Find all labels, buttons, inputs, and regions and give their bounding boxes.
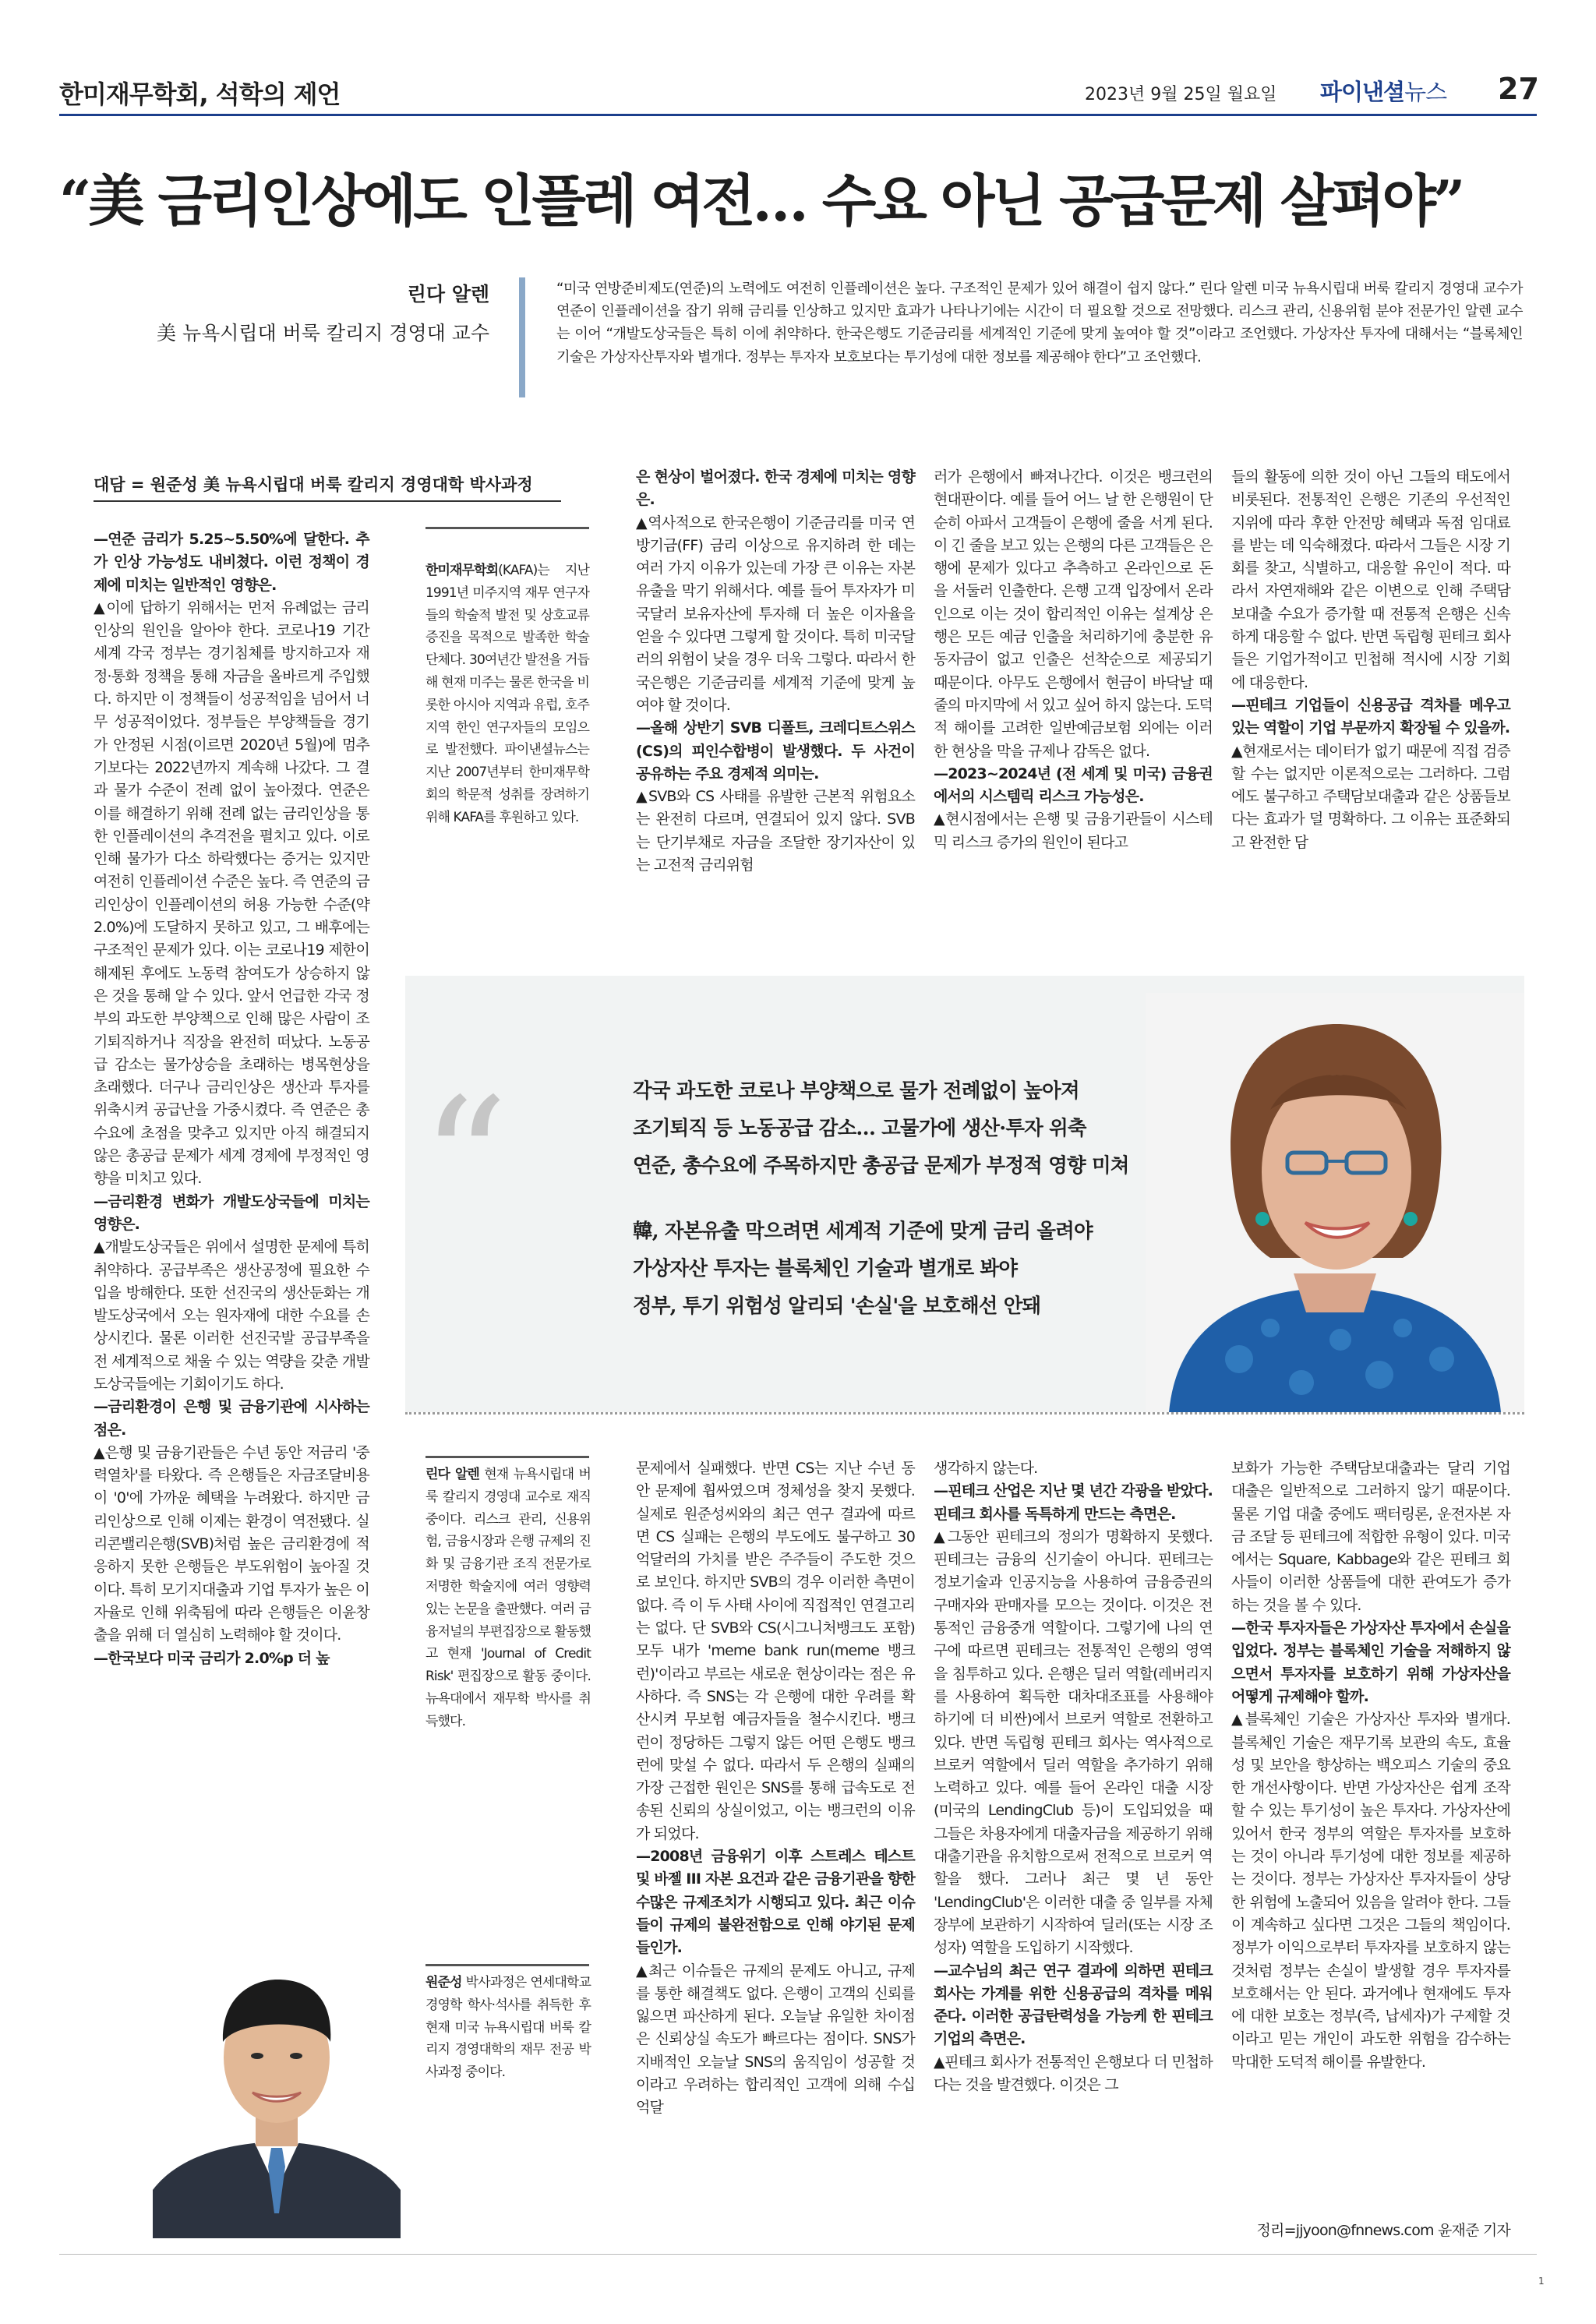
author-name: 린다 알렌 xyxy=(407,283,489,306)
footer-rule xyxy=(59,2254,1537,2255)
quote-line: 조기퇴직 등 노동공급 감소… 고물가에 생산·투자 위축 xyxy=(633,1117,1086,1140)
sidebar-kafa-name: 한미재무학회 xyxy=(425,563,499,578)
sidebar-won xyxy=(425,1972,591,2084)
quote-mark-icon: “ xyxy=(421,1061,509,1261)
paragraph: ▲역사적으로 한국은행이 기준금리를 미국 연방기금(FF) 금리 이상으로 유지하려 한 데는 여러 가지 이유가 있는데 가장 큰 이유는 자본유출을 막기 위해서다. 예를 들어 투자자가 미국달러 보유자산에 투자해 더 높은 이자율을 얻을 수 있다면 그렇게 할 것이다. 특히 미국달러의 위험이 낮을 경우 더욱 그렇다. 따라서 한국은행은 기준금리를 세계적 기준에 맞게 높여야 할 것이다. xyxy=(636,514,915,714)
portrait-photo xyxy=(1146,993,1524,1412)
paragraph: 생각하지 않는다. xyxy=(934,1460,1038,1477)
author-title: 美 뉴욕시립대 버룩 칼리지 경영대 교수 xyxy=(157,322,489,344)
sidebar-won-text: 박사과정은 연세대학교 경영학 학사·석사를 취득한 후 현재 미국 뉴욕시립대 버룩 칼리지 경영대학의 재무 전공 박사과정 중이다. xyxy=(425,1975,591,2081)
column-4 xyxy=(1231,466,1510,854)
paragraph: 들의 활동에 의한 것이 아닌 그들의 태도에서 비롯된다. 전통적인 은행은 기존의 우선적인 지위에 따라 후한 안전망 혜택과 독점 임대료를 받는 데 익숙해졌다. 따라서 그들은 시장 기회를 찾고, 식별하고, 대응할 유인이 적다. 따라서 자연재해와 같은 이변으로 인해 주택담보대출 수요가 증가할 때 전통적 은행은 신속하게 대응할 수 없다. 반면 독립형 핀테크 회사들은 기업가적이고 민첩해 적시에 시장 기회에 대응한다. xyxy=(1231,468,1510,691)
paragraph: —핀테크 산업은 지난 몇 년간 각광을 받았다. 핀테크 회사를 독특하게 만드는 측면은. xyxy=(934,1482,1213,1523)
page-number: 27 xyxy=(1498,72,1539,106)
paragraph: ▲현재로서는 데이터가 없기 때문에 직접 검증할 수는 없지만 이론적으로는 그러하다. 그럼에도 불구하고 주택담보대출과 같은 상품들보다는 효과가 덜 명확하다. 그 이유는 표준화되고 완전한 담 xyxy=(1231,742,1510,851)
paragraph: ▲핀테크 회사가 전통적인 은행보다 더 민첩하다는 것을 발견했다. 이것은 그 xyxy=(934,2053,1213,2094)
column-1 xyxy=(94,528,369,1670)
sidebar-kafa-text: 는 지난 1991년 미주지역 재무 연구자들의 학술적 발전 및 상호교류 증진을 목적으로 발족한 학술단체다. 30여년간 발전을 거듭해 현재 미주는 물론 한국을 비롯한 아시아 지역과 유럽, 호주 지역 한인 연구자들의 모임으로 발전했다. 파이낸셜뉴스는 지난 2007년부터 한미재무학회의 학문적 성취를 장려하기 위해 KAFA를 후원하고 있다. xyxy=(425,563,589,825)
sidebar-rule xyxy=(425,1456,589,1458)
column-3-lower xyxy=(934,1457,1213,2096)
footer-page: 1 xyxy=(1538,2276,1545,2287)
sidebar-rule xyxy=(425,527,589,529)
interviewer-photo xyxy=(153,1933,401,2238)
newspaper-logo xyxy=(1320,75,1446,107)
paragraph: —2008년 금융위기 이후 스트레스 테스트 및 바젤 III 자본 요건과 같은 금융기관을 향한 수많은 규제조치가 시행되고 있다. 최근 이슈들이 규제의 불완전함으로 인해 야기된 문제들인가. xyxy=(636,1848,915,1957)
quote-line: 정부, 투기 위험성 알리되 '손실'을 보호해선 안돼 xyxy=(633,1294,1041,1318)
quote-line: 韓, 자본유출 막으려면 세계적 기준에 맞게 금리 올려야 xyxy=(633,1220,1093,1243)
paragraph: —핀테크 기업들이 신용공급 격차를 메우고 있는 역할이 기업 부문까지 확장될 수 있을까. xyxy=(1231,696,1510,737)
paragraph: 러가 은행에서 빠져나간다. 이것은 뱅크런의 현대판이다. 예를 들어 어느 날 한 은행원이 단순히 아파서 고객들이 은행에 줄을 서게 된다. 이 긴 줄을 보고 있는 은행의 다른 고객들은 은행에 문제가 있다고 추측하고 온라인으로 돈을 서둘러 인출한다. 은행 고객 입장에서 온라인으로 이는 것이 합리적인 이유는 설계상 은행은 모든 예금 인출을 처리하기에 충분한 유동자금이 없고 인출은 선착순으로 제공되기 때문이다. 아무도 은행에서 현금이 바닥날 때 줄의 마지막에 서 있고 싶어 하지 않는다. 도덕적 해이를 고려한 일반예금보험 외에는 이러한 현상을 막을 규제나 감독은 없다. xyxy=(934,468,1213,760)
paragraph: ▲블록체인 기술은 가상자산 투자와 별개다. 블록체인 기술은 재무기록 보관의 속도, 효율성 및 보안을 향상하는 백오피스 기술의 중요한 개선사항이다. 반면 가상자산은 쉽게 조작할 수 있는 투기성이 높은 투자다. 가상자산에 있어서 한국 정부의 역할은 투자자를 보호하는 것이 아니라 투기성에 대한 정보를 제공하는 것이다. 정부는 가상자산 투자자들이 상당한 위험에 노출되어 있음을 알려야 한다. 그들이 계속하고 싶다면 그것은 그들의 책임이다. 정부가 이익으로부터 투자자를 보호하지 않는 것처럼 정부는 손실이 발생할 경우 투자자를 보호해서는 안 된다. 과거에나 현재에도 투자에 대한 보호는 정부(즉, 납세자)가 구제할 것이라고 믿는 개인이 과도한 위험을 감수하는 막대한 도덕적 해이를 유발한다. xyxy=(1231,1711,1510,2071)
quote-line: 가상자산 투자는 블록체인 기술과 별개로 봐야 xyxy=(633,1257,1018,1280)
sidebar-allen xyxy=(425,1464,591,1733)
paragraph: —한국보다 미국 금리가 2.0%p 더 높 xyxy=(94,1649,330,1667)
sidebar-allen-name: 린다 알렌 xyxy=(425,1467,479,1482)
column-2 xyxy=(636,466,915,877)
interviewer-credit: 대담 = 원준성 美 뉴욕시립대 버룩 칼리지 경영대학 박사과정 xyxy=(94,475,533,494)
logo-sub: 뉴스 xyxy=(1404,79,1447,105)
paragraph: 은 현상이 벌어졌다. 한국 경제에 미치는 영향은. xyxy=(636,468,915,509)
quote-bottom-rule xyxy=(405,1412,1524,1415)
paragraph: 문제에서 실패했다. 반면 CS는 지난 수년 동안 문제에 휩싸였으며 정체성을 찾지 못했다. 실제로 원준성씨와의 최근 연구 결과에 따르면 CS 실패는 은행의 부도에도 불구하고 30억달러의 가치를 받은 주주들이 주도한 것으로 보인다. 하지만 SVB의 경우 이러한 측면이 없다. 즉 이 두 사태 사이에 직접적인 연결고리는 없다. 단 SVB와 CS(시그니처뱅크도 포함) 모두 내가 'meme bank run(meme 뱅크런)'이라고 부르는 새로운 현상이라는 점은 유사하다. 즉 SNS는 각 은행에 대한 우려를 확산시켜 무보험 예금자들을 철수시킨다. 뱅크런이 정당하든 그렇지 않든 어떤 은행도 뱅크런에 맞설 수 없다. 따라서 두 은행의 실패의 가장 근접한 원인은 SNS를 통해 급속도로 전송된 신뢰의 상실이었고, 이는 뱅크런의 이유가 되었다. xyxy=(636,1460,915,1842)
logo-main: 파이낸셜 xyxy=(1320,79,1405,105)
section-title: 한미재무학회, 석학의 제언 xyxy=(59,79,341,109)
paragraph: —연준 금리가 5.25~5.50%에 달한다. 추가 인상 가능성도 내비쳤다. 이런 정책이 경제에 미치는 일반적인 영향은. xyxy=(94,531,369,594)
paragraph: —2023~2024년 (전 세계 및 미국) 금융권에서의 시스템릭 리스크 가능성은. xyxy=(934,765,1213,806)
headline: “美 금리인상에도 인플레 여전… 수요 아닌 공급문제 살펴야” xyxy=(59,168,1463,234)
paragraph: ▲현시점에서는 은행 및 금융기관들이 시스테믹 리스크 증가의 원인이 된다고 xyxy=(934,811,1213,851)
paragraph: —금리환경이 은행 및 금융기관에 시사하는 점은. xyxy=(94,1398,369,1439)
paragraph: ▲이에 답하기 위해서는 먼저 유례없는 금리인상의 원인을 알아야 한다. 코로나19 기간 세계 각국 정부는 경기침체를 방지하고자 재정·통화 정책을 통해 자금을 올바르게 주입했다. 하지만 이 정책들이 성공적임을 넘어서 너무 성공적이었다. 정부들은 부양책들을 경기가 안정된 시점(이르면 2020년 5월)에 멈추기보다는 2022년까지 계속해 나갔다. 그 결과 물가 수준이 전례 없이 높아졌다. 연준은 이를 해결하기 위해 전례 없는 금리인상을 통한 인플레이션의 추격전을 펼치고 있다. 이로 인해 물가가 다소 하락했다는 증거는 있지만 여전히 인플레이션 수준은 높다. 즉 연준의 금리인상이 인플레이션의 허용 가능한 수준(약 2.0%)에 도달하지 못하고 있고, 그 배후에는 구조적인 문제가 있다. 이는 코로나19 제한이 해제된 후에도 노동력 참여도가 상승하지 않은 것을 통해 알 수 있다. 앞서 언급한 각국 정부의 과도한 부양책으로 인해 많은 사람이 조기퇴직하거나 직장을 완전히 떠났다. 노동공급 감소는 물가상승을 초래하는 병목현상을 초래했다. 더구나 금리인상은 생산과 투자를 위축시켜 공급난을 가중시켰다. 즉 연준은 총수요에 초점을 맞추고 있지만 아직 해결되지 않은 총공급 문제가 세계 경제에 부정적인 영향을 미치고 있다. xyxy=(94,599,369,1188)
byline: 정리=jjyoon@fnnews.com 윤재준 기자 xyxy=(1256,2222,1510,2239)
paragraph: ▲은행 및 금융기관들은 수년 동안 저금리 '중력열차'를 타왔다. 즉 은행들은 자금조달비용이 '0'에 가까운 혜택을 누려왔다. 하지만 금리인상으로 인해 이제는 환경이 역전됐다. 실리콘밸리은행(SVB)처럼 높은 금리환경에 적응하지 못한 은행들은 부도위험이 높아질 것이다. 특히 모기지대출과 기업 투자가 높은 이자율로 인해 위축됨에 따라 은행들은 이윤창출을 위해 더 열심히 노력해야 할 것이다. xyxy=(94,1443,369,1644)
column-2-lower xyxy=(636,1457,915,2120)
paragraph: —금리환경 변화가 개발도상국들에 미치는 영향은. xyxy=(94,1192,369,1233)
paragraph: —교수님의 최근 연구 결과에 의하면 핀테크 회사는 가계를 위한 신용공급의 격차를 메워준다. 이러한 공급탄력성을 가능케 한 핀테크 기업의 측면은. xyxy=(934,1962,1213,2048)
sidebar-won-name: 원준성 xyxy=(425,1975,462,1990)
paragraph: ▲개발도상국들은 위에서 설명한 문제에 특히 취약하다. 공급부족은 생산공정에 필요한 수입을 방해한다. 또한 선진국의 생산둔화는 개발도상국에서 오는 원자재에 대한 수요를 손상시킨다. 물론 이러한 선진국발 공급부족을 전 세계적으로 채울 수 있는 역량을 갖춘 개발도상국들에는 기회이기도 하다. xyxy=(94,1238,369,1393)
lead-paragraph: “미국 연방준비제도(연준)의 노력에도 여전히 인플레이션은 높다. 구조적인 문제가 있어 해결이 쉽지 않다.” 린다 알렌 미국 뉴욕시립대 버룩 칼리지 경영대 교수가 연준이 인플레이션을 잡기 위해 금리를 인상하고 있지만 효과가 나타나기에는 시간이 더 필요할 것으로 전망했다. 리스크 관리, 신용위험 분야 전문가인 알렌 교수는 이어 “개발도상국들은 특히 이에 취약하다. 한국은행도 기준금리를 세계적인 기준에 맞게 높여야 할 것”이라고 조언했다. 가상자산 투자에 대해서는 “블록체인 기술은 가상자산투자와 별개다. 정부는 투자자 보호보다는 투기성에 대한 정보를 제공해야 한다”고 조언했다. xyxy=(556,281,1523,366)
sidebar-kafa: 한미재무학회(KAFA)는 지난 1991년 미주지역 재무 연구자들의 학술적 발전 및 상호교류 증진을 목적으로 발족한 학술단체다. 30여년간 발전을 거듭해 현재 미주는 물론 한국을 비롯한 아시아 지역과 유럽, 호주 지역 한인 연구자들의 모임으로 발전했다. 파이낸셜뉴스는 지난 2007년부터 한미재무학회의 학문적 성취를 장려하기 위해 KAFA를 후원하고 있다. xyxy=(425,563,589,825)
quote-line: 각국 과도한 코로나 부양책으로 물가 전례없이 높아져 xyxy=(633,1079,1079,1103)
quote-line: 연준, 총수요에 주목하지만 총공급 문제가 부정적 영향 미쳐 xyxy=(633,1154,1129,1178)
column-4-lower xyxy=(1231,1457,1510,2074)
paragraph: —올해 상반기 SVB 디폴트, 크레디트스위스(CS)의 피인수합병이 발생했다. 두 사건이 공유하는 주요 경제적 의미는. xyxy=(636,719,915,782)
paragraph: ▲SVB와 CS 사태를 유발한 근본적 위험요소는 완전히 다르며, 연결되어 있지 않다. SVB는 단기부채로 자금을 조달한 장기자산이 있는 고전적 금리위험 xyxy=(636,788,915,874)
sidebar-rule xyxy=(425,1964,589,1966)
column-3 xyxy=(934,466,1213,854)
paragraph: —한국 투자자들은 가상자산 투자에서 손실을 입었다. 정부는 블록체인 기술을 저해하지 않으면서 투자자를 보호하기 위해 가상자산을 어떻게 규제해야 할까. xyxy=(1231,1619,1510,1705)
lead-bar xyxy=(519,277,525,397)
paragraph: 보화가 가능한 주택담보대출과는 달리 기업 대출은 일반적으로 그러하지 않기 때문이다. 물론 기업 대출 중에도 팩터링론, 운전자본 자금 조달 등 핀테크에 적합한 유형이 있다. 미국에서는 Square, Kabbage와 같은 핀테크 회사들이 이러한 상품들에 대한 관여도가 증가하는 것을 볼 수 있다. xyxy=(1231,1460,1510,1614)
sidebar-allen-text: 현재 뉴욕시립대 버룩 칼리지 경영대 교수로 재직 중이다. 리스크 관리, 신용위험, 금융시장과 은행 규제의 진화 및 금융기관 조직 전문가로 저명한 학술지에 여러 영향력 있는 논문을 출판했다. 여러 금융저널의 부편집장으로 활동했고 현재 'Journal of Credit Risk' 편집장으로 활동 중이다. 뉴욕대에서 재무학 박사를 취득했다. xyxy=(425,1467,591,1729)
issue-date: 2023년 9월 25일 월요일 xyxy=(1085,85,1277,104)
paragraph: ▲최근 이슈들은 규제의 문제도 아니고, 규제를 통한 해결책도 없다. 은행이 고객의 신뢰를 잃으면 파산하게 된다. 오늘날 유일한 차이점은 신뢰상실 속도가 빠르다는 점이다. SNS가 지배적인 오늘날 SNS의 움직임이 성공할 것이라고 우려하는 합리적인 고객에 의해 수십억달 xyxy=(636,1962,915,2117)
paragraph: ▲그동안 핀테크의 정의가 명확하지 못했다. 핀테크는 금융의 신기술이 아니다. 핀테크는 정보기술과 인공지능을 사용하여 금융증권의 구매자와 판매자를 모으는 것이다. 이것은 전통적인 금융중개 역할이다. 그렇기에 나의 연구에 따르면 핀테크는 전통적인 은행의 영역을 침투하고 있다. 은행은 딜러 역할(레버리지를 사용하여 획득한 대차대조표를 사용해야 하기에 더 비싼)에서 브로커 역할로 전환하고 있다. 반면 독립형 핀테크 회사는 역사적으로 브로커 역할에서 딜러 역할을 추가하기 위해 노력하고 있다. 예를 들어 온라인 대출 시장(미국의 LendingClub 등)이 도입되었을 때 그들은 차용자에게 대출자금을 제공하기 위해 대출기관을 유치함으로써 전적으로 브로커 역할을 했다. 그러나 최근 몇 년 동안 'LendingClub'은 이러한 대출 중 일부를 자체 장부에 보관하기 시작하여 딜러(또는 시장 조성자) 역할을 도입하기 시작했다. xyxy=(934,1528,1213,1957)
interviewer-rule xyxy=(94,500,561,502)
header-rule xyxy=(59,114,1537,116)
